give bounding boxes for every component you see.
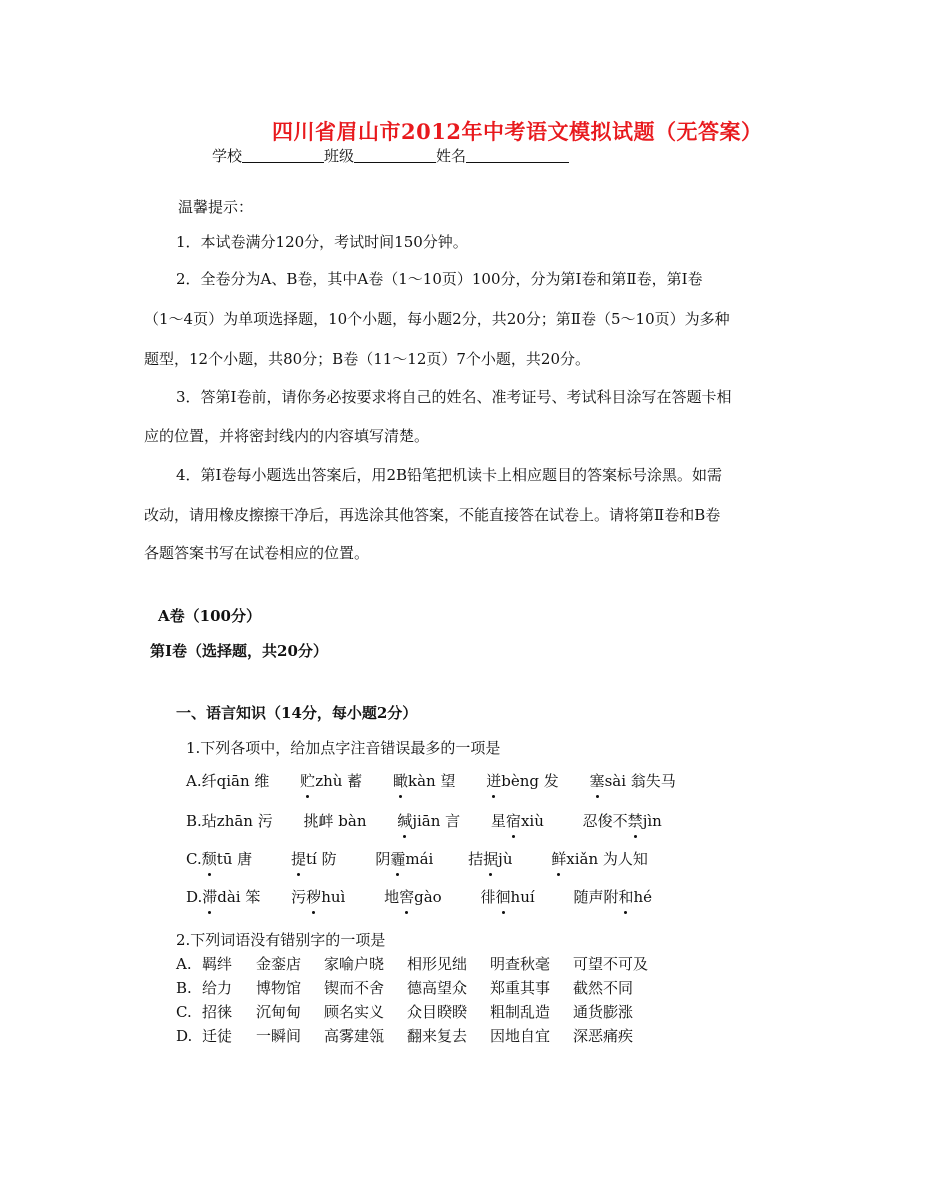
notice-heading: 温馨提示： bbox=[178, 198, 254, 216]
question-1-stem: 1.下列各项中，给加点字注音错误最多的一项是 bbox=[186, 739, 501, 757]
dotted-char: D.滞 bbox=[186, 886, 217, 907]
question-1-option-d[interactable]: D.滞 dài 笨 污秽 huì 地窖 gào 徘徊 huí 随声附和 hé bbox=[186, 886, 652, 907]
name-label: 姓名 bbox=[436, 147, 467, 165]
dotted-char: 贮 bbox=[300, 770, 315, 791]
dotted-char: 秽 bbox=[306, 886, 321, 907]
dotted-char: 鲜 bbox=[551, 848, 566, 869]
dotted-char: 提 bbox=[291, 848, 306, 869]
dotted-char: 和 bbox=[618, 886, 633, 907]
dotted-char: 窖 bbox=[399, 886, 414, 907]
question-2-option-a[interactable]: A. 羁绊 金銮店 家喻户晓 相形见绌 明查秋毫 可望不可及 bbox=[176, 955, 649, 973]
dotted-char: A.纤 bbox=[186, 772, 217, 790]
dotted-char: 禁 bbox=[628, 810, 643, 831]
dotted-char: C.颓 bbox=[186, 848, 217, 869]
question-1-option-a[interactable]: A.纤qiān 维 贮 zhù 蓄 瞰 kàn 望 迸 bèng 发 塞 sài 翁失马 bbox=[186, 770, 676, 791]
notice-item-4-line-1: 4．第Ⅰ卷每小题选出答案后，用2B铅笔把机读卡上相应题目的答案标号涂黑。如需 bbox=[176, 466, 723, 484]
page-title: 四川省眉山市2012年中考语文模拟试题（无答案） bbox=[272, 119, 763, 144]
student-info-fields bbox=[212, 145, 569, 166]
section-a-heading: A卷（100分） bbox=[158, 607, 261, 625]
dotted-char: 塞 bbox=[590, 770, 605, 791]
question-2-option-c[interactable]: C. 招徕 沉甸甸 顾名实义 众目睽睽 粗制乱造 通货膨涨 bbox=[176, 1003, 634, 1021]
notice-item-2-line-2: （1～4页）为单项选择题，10个小题，每小题2分，共20分；第Ⅱ卷（5～10页）为多种 bbox=[144, 310, 730, 328]
section-1-heading: 一、语言知识（14分，每小题2分） bbox=[176, 704, 418, 722]
class-blank[interactable] bbox=[354, 146, 436, 163]
notice-item-2-line-1: 2．全卷分为A、B卷，其中A卷（1～10页）100分，分为第Ⅰ卷和第Ⅱ卷，第Ⅰ卷 bbox=[176, 270, 703, 288]
name-blank[interactable] bbox=[466, 146, 569, 163]
question-1-option-b[interactable]: B.玷zhān 污 挑衅 bàn 缄 jiān 言 星宿 xiù 忍俊不禁 jìn bbox=[186, 810, 662, 831]
dotted-char: 瞰 bbox=[393, 770, 408, 791]
question-2-option-d[interactable]: D. 迁徒 一瞬间 高雾建瓴 翻来复去 因地自宜 深恶痛疾 bbox=[176, 1027, 634, 1045]
notice-item-4-line-3: 各题答案书写在试卷相应的位置。 bbox=[144, 544, 370, 562]
notice-item-4-line-2: 改动，请用橡皮擦擦干净后，再选涂其他答案，不能直接答在试卷上。请将第Ⅱ卷和B卷 bbox=[144, 506, 721, 524]
question-2-stem: 2.下列词语没有错别字的一项是 bbox=[176, 931, 386, 949]
question-1-option-c[interactable]: C.颓 tū 唐 提 tí 防 阴霾 mái 拮据 jù 鲜 xiǎn 为人知 bbox=[186, 848, 648, 869]
dotted-char: 缄 bbox=[397, 810, 412, 831]
dotted-char: 据 bbox=[483, 848, 498, 869]
dotted-char: 徊 bbox=[496, 886, 511, 907]
notice-item-2-line-3: 题型，12个小题，共80分；B卷（11～12页）7个小题，共20分。 bbox=[144, 350, 591, 368]
question-2-option-b[interactable]: B. 给力 博物馆 锲而不舍 德高望众 郑重其事 截然不同 bbox=[176, 979, 634, 997]
school-label: 学校 bbox=[212, 147, 243, 165]
notice-item-3-line-2: 应的位置，并将密封线内的内容填写清楚。 bbox=[144, 427, 430, 445]
notice-item-3-line-1: 3．答第Ⅰ卷前，请你务必按要求将自己的姓名、准考证号、考试科目涂写在答题卡相 bbox=[176, 388, 732, 406]
class-label: 班级 bbox=[324, 147, 355, 165]
notice-item-1: 1．本试卷满分120分，考试时间150分钟。 bbox=[176, 233, 468, 251]
dotted-char: 宿 bbox=[506, 810, 521, 831]
part-1-heading: 第Ⅰ卷（选择题，共20分） bbox=[150, 642, 328, 660]
dotted-char: 迸 bbox=[486, 770, 501, 791]
dotted-char: 霾 bbox=[390, 848, 405, 869]
school-blank[interactable] bbox=[242, 146, 324, 163]
